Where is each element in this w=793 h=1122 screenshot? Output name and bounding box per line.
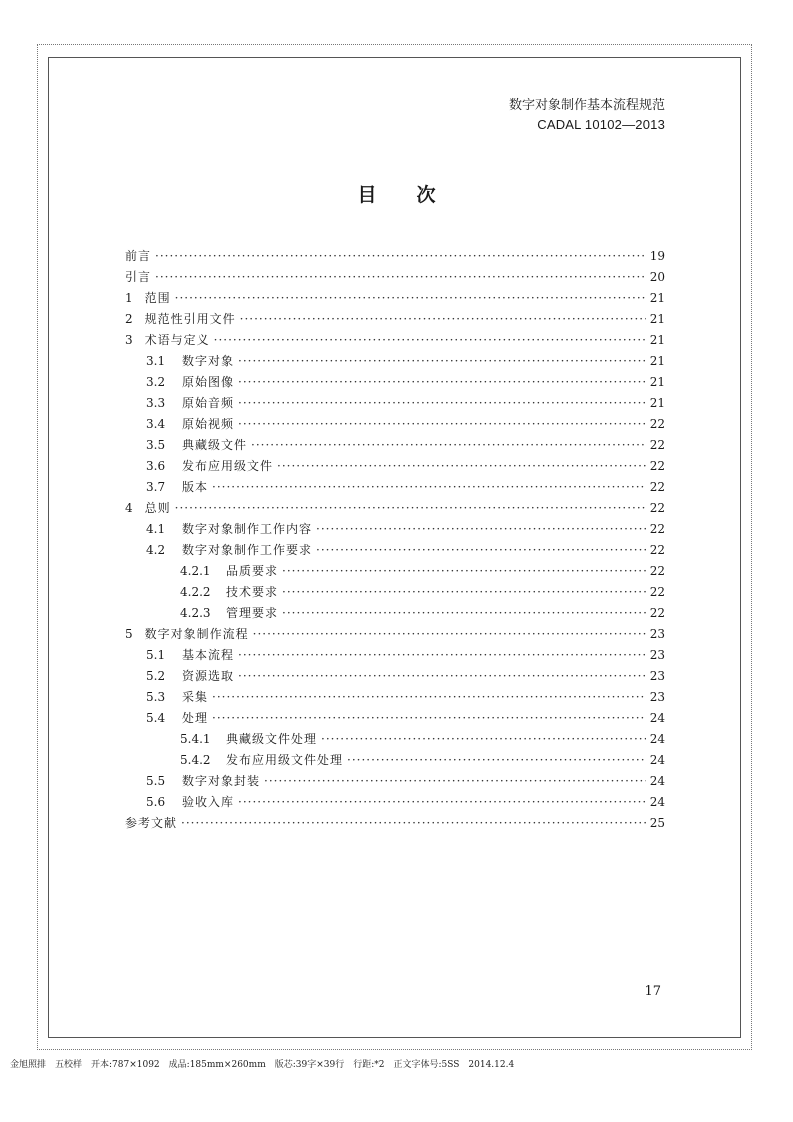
toc-entry[interactable] bbox=[125, 771, 665, 792]
toc-entry[interactable] bbox=[125, 309, 665, 330]
toc-dot-leader bbox=[282, 561, 646, 582]
toc-entry-number: 4.2.2 bbox=[180, 585, 211, 599]
toc-entry-number: 4.2.1 bbox=[180, 564, 211, 578]
toc-entry-number: 5.4.2 bbox=[180, 753, 211, 767]
toc-dot-leader bbox=[238, 351, 646, 372]
toc-entry-page: 24 bbox=[649, 732, 665, 746]
toc-dot-leader bbox=[253, 624, 646, 645]
toc-dot-leader bbox=[238, 414, 646, 435]
toc-entry-page: 21 bbox=[649, 333, 665, 347]
toc-entry-label: 品质要求 bbox=[226, 564, 279, 578]
toc-entry-number: 3.1 bbox=[146, 354, 166, 368]
toc-entry-label: 版本 bbox=[182, 480, 209, 494]
toc-dot-leader bbox=[282, 582, 646, 603]
toc-entry-page: 22 bbox=[649, 522, 665, 536]
toc-entry-number: 5.1 bbox=[146, 648, 166, 662]
toc-entry-page: 21 bbox=[649, 291, 665, 305]
toc-entry[interactable] bbox=[125, 288, 665, 309]
toc-entry-label: 原始音频 bbox=[182, 396, 235, 410]
toc-entry-number: 3.7 bbox=[146, 480, 166, 494]
toc-entry-page: 23 bbox=[649, 690, 665, 704]
toc-entry[interactable] bbox=[125, 582, 665, 603]
toc-entry[interactable] bbox=[125, 372, 665, 393]
toc-entry-label: 总则 bbox=[144, 501, 171, 515]
toc-entry-page: 23 bbox=[649, 648, 665, 662]
toc-entry[interactable] bbox=[125, 729, 665, 750]
toc-entry-label: 采集 bbox=[182, 690, 209, 704]
toc-entry-label: 处理 bbox=[182, 711, 209, 725]
toc-entry[interactable] bbox=[125, 792, 665, 813]
toc-entry[interactable] bbox=[125, 540, 665, 561]
toc-entry-page: 21 bbox=[649, 396, 665, 410]
toc-entry-number: 5.2 bbox=[146, 669, 166, 683]
toc-entry-page: 21 bbox=[649, 312, 665, 326]
toc-entry[interactable] bbox=[125, 813, 665, 834]
toc-entry-label: 参考文献 bbox=[125, 816, 178, 830]
toc-entry-number: 4.2.3 bbox=[180, 606, 211, 620]
toc-entry-number: 5.4 bbox=[146, 711, 166, 725]
print-info-footer: 金旭照排 五校样 开本:787×1092 成品:185mm×260mm 版芯:39字×39行 行距:*2 正文字体号:5SS 2014.12.4 bbox=[10, 1060, 515, 1070]
toc-entry-number: 3.4 bbox=[146, 417, 166, 431]
document-title: 数字对象制作基本流程规范 bbox=[508, 98, 665, 113]
toc-entry[interactable] bbox=[125, 519, 665, 540]
toc-entry-number: 5 bbox=[125, 627, 133, 641]
page-number: 17 bbox=[644, 984, 661, 999]
toc-dot-leader bbox=[277, 456, 646, 477]
toc-entry-number: 5.5 bbox=[146, 774, 166, 788]
toc-entry-page: 23 bbox=[649, 669, 665, 683]
toc-entry-page: 21 bbox=[649, 375, 665, 389]
toc-entry-label: 发布应用级文件处理 bbox=[226, 753, 344, 767]
toc-entry-page: 25 bbox=[649, 816, 665, 830]
table-of-contents bbox=[125, 246, 665, 834]
toc-dot-leader bbox=[238, 393, 646, 414]
toc-entry[interactable] bbox=[125, 561, 665, 582]
toc-dot-leader bbox=[238, 645, 646, 666]
toc-entry-label: 数字对象制作工作要求 bbox=[182, 543, 313, 557]
toc-entry-page: 24 bbox=[649, 795, 665, 809]
toc-entry-label: 数字对象 bbox=[182, 354, 235, 368]
toc-entry-label: 发布应用级文件 bbox=[182, 459, 274, 473]
toc-entry-page: 22 bbox=[649, 480, 665, 494]
toc-dot-leader bbox=[155, 246, 646, 267]
toc-entry-number: 5.6 bbox=[146, 795, 166, 809]
toc-entry-page: 23 bbox=[649, 627, 665, 641]
toc-entry[interactable] bbox=[125, 666, 665, 687]
toc-entry-page: 22 bbox=[649, 501, 665, 515]
toc-dot-leader bbox=[238, 792, 646, 813]
toc-dot-leader bbox=[316, 540, 646, 561]
toc-entry-page: 24 bbox=[649, 711, 665, 725]
toc-dot-leader bbox=[212, 687, 646, 708]
toc-entry-label: 资源选取 bbox=[182, 669, 235, 683]
toc-dot-leader bbox=[175, 288, 646, 309]
toc-entry[interactable] bbox=[125, 435, 665, 456]
toc-entry-page: 22 bbox=[649, 585, 665, 599]
toc-entry-label: 范围 bbox=[144, 291, 171, 305]
toc-entry-number: 2 bbox=[125, 312, 133, 326]
toc-dot-leader bbox=[321, 729, 646, 750]
toc-entry-page: 22 bbox=[649, 438, 665, 452]
document-code: CADAL 10102—2013 bbox=[537, 117, 665, 132]
toc-entry-number: 4 bbox=[125, 501, 133, 515]
toc-entry-label: 基本流程 bbox=[182, 648, 235, 662]
toc-entry[interactable] bbox=[125, 498, 665, 519]
toc-entry-label: 数字对象制作工作内容 bbox=[182, 522, 313, 536]
toc-entry-label: 原始图像 bbox=[182, 375, 235, 389]
toc-dot-leader bbox=[240, 309, 646, 330]
toc-heading: 目次 bbox=[357, 184, 476, 206]
toc-entry[interactable] bbox=[125, 477, 665, 498]
toc-dot-leader bbox=[282, 603, 646, 624]
toc-dot-leader bbox=[212, 708, 646, 729]
toc-dot-leader bbox=[181, 813, 646, 834]
toc-entry[interactable] bbox=[125, 750, 665, 771]
toc-dot-leader bbox=[238, 372, 646, 393]
toc-entry-number: 4.1 bbox=[146, 522, 166, 536]
toc-dot-leader bbox=[264, 771, 646, 792]
toc-entry[interactable] bbox=[125, 624, 665, 645]
toc-dot-leader bbox=[155, 267, 646, 288]
toc-entry[interactable] bbox=[125, 393, 665, 414]
toc-entry-number: 3.3 bbox=[146, 396, 166, 410]
toc-dot-leader bbox=[238, 666, 646, 687]
toc-entry[interactable] bbox=[125, 708, 665, 729]
toc-entry-page: 19 bbox=[649, 249, 665, 263]
toc-entry[interactable] bbox=[125, 456, 665, 477]
toc-entry-page: 24 bbox=[649, 753, 665, 767]
toc-entry-label: 典藏级文件 bbox=[182, 438, 248, 452]
toc-entry-number: 3.2 bbox=[146, 375, 166, 389]
toc-entry[interactable] bbox=[125, 351, 665, 372]
toc-entry[interactable] bbox=[125, 246, 665, 267]
toc-entry-label: 引言 bbox=[125, 270, 152, 284]
toc-entry-page: 24 bbox=[649, 774, 665, 788]
toc-entry-page: 22 bbox=[649, 543, 665, 557]
toc-entry-label: 规范性引用文件 bbox=[144, 312, 236, 326]
toc-entry-label: 管理要求 bbox=[226, 606, 279, 620]
toc-entry-page: 22 bbox=[649, 564, 665, 578]
toc-entry-number: 4.2 bbox=[146, 543, 166, 557]
toc-entry-page: 22 bbox=[649, 459, 665, 473]
toc-entry[interactable] bbox=[125, 267, 665, 288]
toc-entry-label: 术语与定义 bbox=[144, 333, 210, 347]
toc-entry-number: 5.3 bbox=[146, 690, 166, 704]
toc-entry-page: 22 bbox=[649, 417, 665, 431]
toc-entry-label: 数字对象封装 bbox=[182, 774, 261, 788]
toc-dot-leader bbox=[214, 330, 646, 351]
toc-entry[interactable] bbox=[125, 330, 665, 351]
toc-entry-label: 数字对象制作流程 bbox=[144, 627, 249, 641]
toc-entry[interactable] bbox=[125, 603, 665, 624]
toc-entry-page: 21 bbox=[649, 354, 665, 368]
toc-entry-number: 3.6 bbox=[146, 459, 166, 473]
toc-entry[interactable] bbox=[125, 687, 665, 708]
toc-dot-leader bbox=[251, 435, 646, 456]
toc-entry-number: 3.5 bbox=[146, 438, 166, 452]
toc-entry-page: 22 bbox=[649, 606, 665, 620]
toc-entry-label: 技术要求 bbox=[226, 585, 279, 599]
toc-entry-label: 验收入库 bbox=[182, 795, 235, 809]
toc-entry-label: 典藏级文件处理 bbox=[226, 732, 318, 746]
toc-entry-number: 3 bbox=[125, 333, 133, 347]
toc-entry-number: 1 bbox=[125, 291, 133, 305]
toc-entry-number: 5.4.1 bbox=[180, 732, 211, 746]
toc-dot-leader bbox=[347, 750, 646, 771]
toc-dot-leader bbox=[212, 477, 646, 498]
toc-entry[interactable] bbox=[125, 414, 665, 435]
toc-entry-label: 原始视频 bbox=[182, 417, 235, 431]
toc-entry-label: 前言 bbox=[125, 249, 152, 263]
toc-entry-page: 20 bbox=[649, 270, 665, 284]
toc-entry[interactable] bbox=[125, 645, 665, 666]
toc-dot-leader bbox=[175, 498, 646, 519]
toc-dot-leader bbox=[316, 519, 646, 540]
